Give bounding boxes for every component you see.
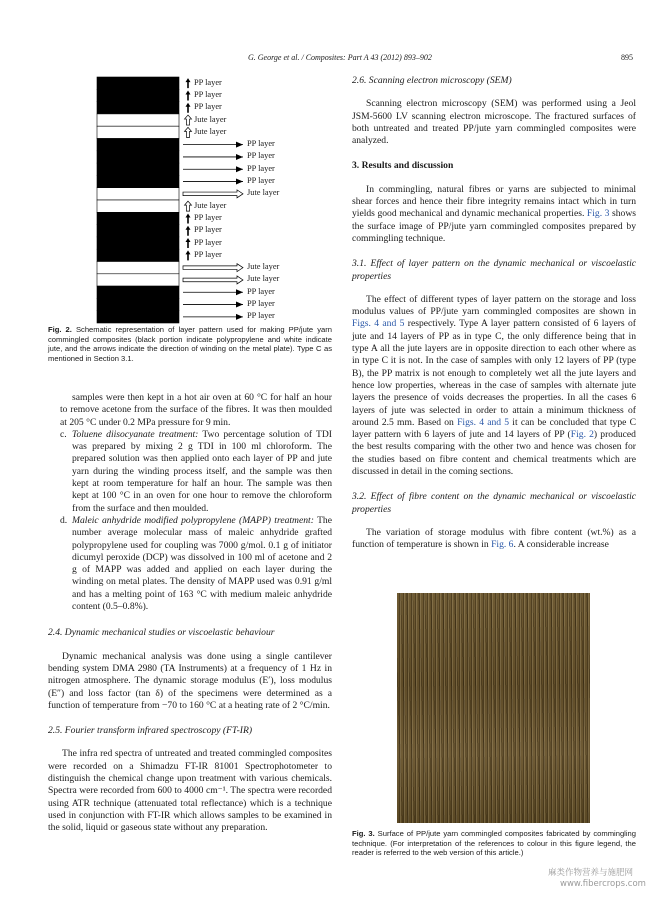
winding-arrow-right-hollow-icon <box>183 276 243 284</box>
section-2-4-title: 2.4. Dynamic mechanical studies or viscoelastic behaviour <box>48 627 275 639</box>
list-title-c: Toluene diisocyanate treatment: <box>72 428 199 440</box>
watermark <box>548 868 646 890</box>
figs-4-5-link[interactable]: Figs. 4 and 5 <box>352 318 405 330</box>
watermark-line-2: www.fibercrops.com <box>560 879 646 889</box>
pp-layer-band <box>97 139 179 151</box>
winding-arrow-up-icon <box>186 103 191 113</box>
list-text-d: The number average molecular mass of maleic anhydride grafted polypropylene used for coupling was 7000 g/mol. 0.1 g of initiator dicumyl peroxide (DCP) was dissolved in 100 ml of acetone and 2 g of MAPP was added and applied on each layer during the winding on metal plates. The density of MAPP used was 0.91 g/ml and has a melting point of 163 °C with medium maleic anhydride content (0.5–0.8%). <box>72 514 332 613</box>
layer-label: Jute layer <box>194 126 227 136</box>
list-label-d: d. <box>60 514 68 526</box>
layer-label: Jute layer <box>194 200 227 210</box>
list-label-c: c. <box>60 428 67 440</box>
pp-layer-band <box>97 286 179 298</box>
section-2-6-text: Scanning electron microscopy (SEM) was performed using a Jeol JSM-5600 LV scanning electron microscope. The fractured surfaces of both untreated and treated PP/jute yarn commingled composites were analyzed. <box>352 98 636 147</box>
layer-label: PP layer <box>247 286 275 296</box>
section-3-2-text-b: . A considerable increase <box>513 539 609 551</box>
list-title-d: Maleic anhydride modified polypropylene (MAPP) treatment: <box>72 514 314 526</box>
figure-2-caption-text: Schematic representation of layer pattern used for making PP/jute yarn commingled composites (black portion indicate polypropylene and white indicate jute, and the arrows indicate the direction of winding on the metal plate). Type C as mentioned in Section 3.1. <box>48 325 332 363</box>
layer-label: PP layer <box>247 299 275 309</box>
section-2-4-text: Dynamic mechanical analysis was done using a single cantilever bending system DMA 2980 (TA Instruments) at a frequency of 1 Hz in nitrogen atmosphere. The dynamic storage modulus (E′), loss modulus (E″) and loss factor (tan δ) of the specimens were determined as a function of temperature from −70 to 160 °C at a heating rate of 2 °C/min. <box>48 650 332 711</box>
layer-label: Jute layer <box>194 114 227 124</box>
section-3-1-text-c: it can be concluded that type C layer pattern with 6 layers of jute and 14 layers of PP ( <box>352 416 636 441</box>
section-3-1-text-d: ) produced the best results comparing with the other two and hence was chosen for the studies based on fibre content and chemical treatments which are discussed in detail in the coming sections. <box>352 429 636 478</box>
layer-label: PP layer <box>247 163 275 173</box>
fig-2-link[interactable]: Fig. 2 <box>570 429 594 441</box>
section-3-1-text <box>352 294 636 478</box>
figure-3-caption <box>352 829 636 858</box>
winding-arrow-up-hollow-icon <box>185 201 192 211</box>
winding-arrow-up-icon <box>186 250 191 260</box>
section-3-1-text-a: The effect of different types of layer pattern on the storage and loss modulus values of PP/jute yarn commingled composites are shown in <box>352 293 636 318</box>
figure-3-caption-label: Fig. 3. <box>352 829 375 838</box>
layer-label: PP layer <box>247 151 275 161</box>
section-2-6-title: 2.6. Scanning electron microscopy (SEM) <box>352 75 512 86</box>
pp-layer-band <box>97 77 179 89</box>
layer-label: PP layer <box>194 212 222 222</box>
section-3-2-text-a: The variation of storage modulus with fibre content (wt.%) as a function of temperature is shown in <box>352 526 636 551</box>
section-2-5-text: The infra red spectra of untreated and treated commingled composites were recorded on a Shimadzu FT-IR 81001 Spectrophotometer to distinguish the chemical change upon treatment with various chemicals. Spectra were recorded from 600 to 4000 cm⁻¹. The spectra were recorded using ATR technique (attenuated total reflectance) which is a technique used in conjunction with FT-IR which allows samples to be examined in the solid, liquid or gaseous state without any preparation. <box>48 748 332 834</box>
layer-label: PP layer <box>194 237 222 247</box>
winding-arrow-up-icon <box>186 213 191 223</box>
journal-citation: G. George et al. / Composites: Part A 43 (2012) 893–902 <box>248 53 432 62</box>
pp-layer-band <box>97 212 179 224</box>
jute-layer-band <box>97 188 179 200</box>
layer-label: Jute layer <box>247 274 280 284</box>
winding-arrow-up-hollow-icon <box>185 115 192 125</box>
layer-label: Jute layer <box>247 262 280 272</box>
section-3-2-title: 3.2. Effect of fibre content on the dynamic mechanical or viscoelastic properties <box>352 491 636 515</box>
figure-3-caption-text: Surface of PP/jute yarn commingled composites fabricated by commingling technique. (For interpretation of the references to colour in this figure legend, the reader is referred to the web version of this article.) <box>352 829 636 858</box>
section-3-text <box>352 184 636 245</box>
fig-6-link[interactable]: Fig. 6 <box>491 539 514 551</box>
pp-layer-band <box>97 102 179 114</box>
left-column <box>48 392 332 835</box>
layer-label: PP layer <box>194 102 222 112</box>
right-column <box>352 75 636 552</box>
pp-layer-band <box>97 311 179 323</box>
pp-layer-band <box>97 163 179 175</box>
figure-3-photo <box>397 593 590 823</box>
winding-arrow-up-icon <box>186 238 191 248</box>
pp-layer-band <box>97 298 179 310</box>
layer-label: PP layer <box>194 225 222 235</box>
pp-layer-band <box>97 249 179 261</box>
list-text-c: Two percentage solution of TDI was prepared by mixing 2 g TDI in 100 ml chloroform. The prepared solution was then applied onto each layer of PP and jute yarn during the winding process itself, and the sample was then kept at room temperature for half an hour. The sample was then kept at 100 °C in an oven for one hour to remove the chloroform from the surface and then moulded. <box>72 428 332 514</box>
winding-arrow-up-hollow-icon <box>185 127 192 137</box>
figs-4-5-link-2[interactable]: Figs. 4 and 5 <box>457 416 510 428</box>
section-3-title: 3. Results and discussion <box>352 160 454 172</box>
continued-paragraph: samples were then kept in a hot air oven at 60 °C for half an hour to remove acetone from the surface of the fibres. It was then moulded at 205 °C under 0.2 MPa pressure for 9 min. <box>60 392 332 428</box>
pp-layer-band <box>97 237 179 249</box>
figure-2-caption-label: Fig. 2. <box>48 325 72 334</box>
jute-layer-band <box>97 274 179 286</box>
layer-label: PP layer <box>247 311 275 321</box>
pp-layer-band <box>97 151 179 163</box>
layer-label: PP layer <box>247 139 275 149</box>
section-3-1-text-b: respectively. Type A layer pattern consisted of 6 layers of jute and 14 layers of PP as in type C, the only difference being that in type A all the jute layers are in opposite direction to each other where as in type C it is not. In the case of samples with only 12 layers of PP (type B), the PP matrix is not enough to completely wet all the jute layers and hence low properties, whereas in the case of samples with alternate jute layers the presence of voids decreases the properties. In all the cases 6 layers of jute was selected in order to attain a minimum thickness of around 2.5 mm. Based on <box>352 318 637 428</box>
layer-label: PP layer <box>194 89 222 99</box>
section-3-text-a: In commingling, natural fibres or yarns are subjected to minimal shear forces and hence their fibre integrity remains intact which in turn yields good mechanical and dynamic mechanical properties. <box>352 183 636 220</box>
figure-2-caption <box>48 325 332 363</box>
jute-layer-band <box>97 114 179 126</box>
treatment-list <box>48 429 332 613</box>
jute-layer-band <box>97 126 179 138</box>
winding-arrow-right-hollow-icon <box>183 190 243 198</box>
watermark-line-1: 麻类作物营养与施肥网 <box>548 868 634 878</box>
list-item-c <box>48 429 332 515</box>
page-number: 895 <box>621 53 633 62</box>
section-3-text-b: shows the surface image of PP/jute yarn commingled composites prepared by commingling technique. <box>352 208 636 244</box>
pp-layer-band <box>97 175 179 187</box>
layer-label: PP layer <box>247 176 275 186</box>
section-3-1-title: 3.1. Effect of layer pattern on the dynamic mechanical or viscoelastic properties <box>352 258 636 282</box>
section-2-5-title: 2.5. Fourier transform infrared spectroscopy (FT-IR) <box>48 725 253 737</box>
winding-arrow-right-hollow-icon <box>183 264 243 272</box>
winding-arrow-up-icon <box>186 78 191 88</box>
jute-layer-band <box>97 262 179 274</box>
winding-arrow-up-icon <box>186 226 191 236</box>
jute-layer-band <box>97 200 179 212</box>
winding-arrow-up-icon <box>186 90 191 100</box>
layer-label: PP layer <box>194 77 222 87</box>
pp-layer-band <box>97 89 179 101</box>
section-3-2-text <box>352 527 636 552</box>
fig-3-link[interactable]: Fig. 3 <box>586 208 610 220</box>
layer-label: PP layer <box>194 249 222 259</box>
pp-layer-band <box>97 225 179 237</box>
layer-label: Jute layer <box>247 188 280 198</box>
list-item-d <box>48 515 332 613</box>
